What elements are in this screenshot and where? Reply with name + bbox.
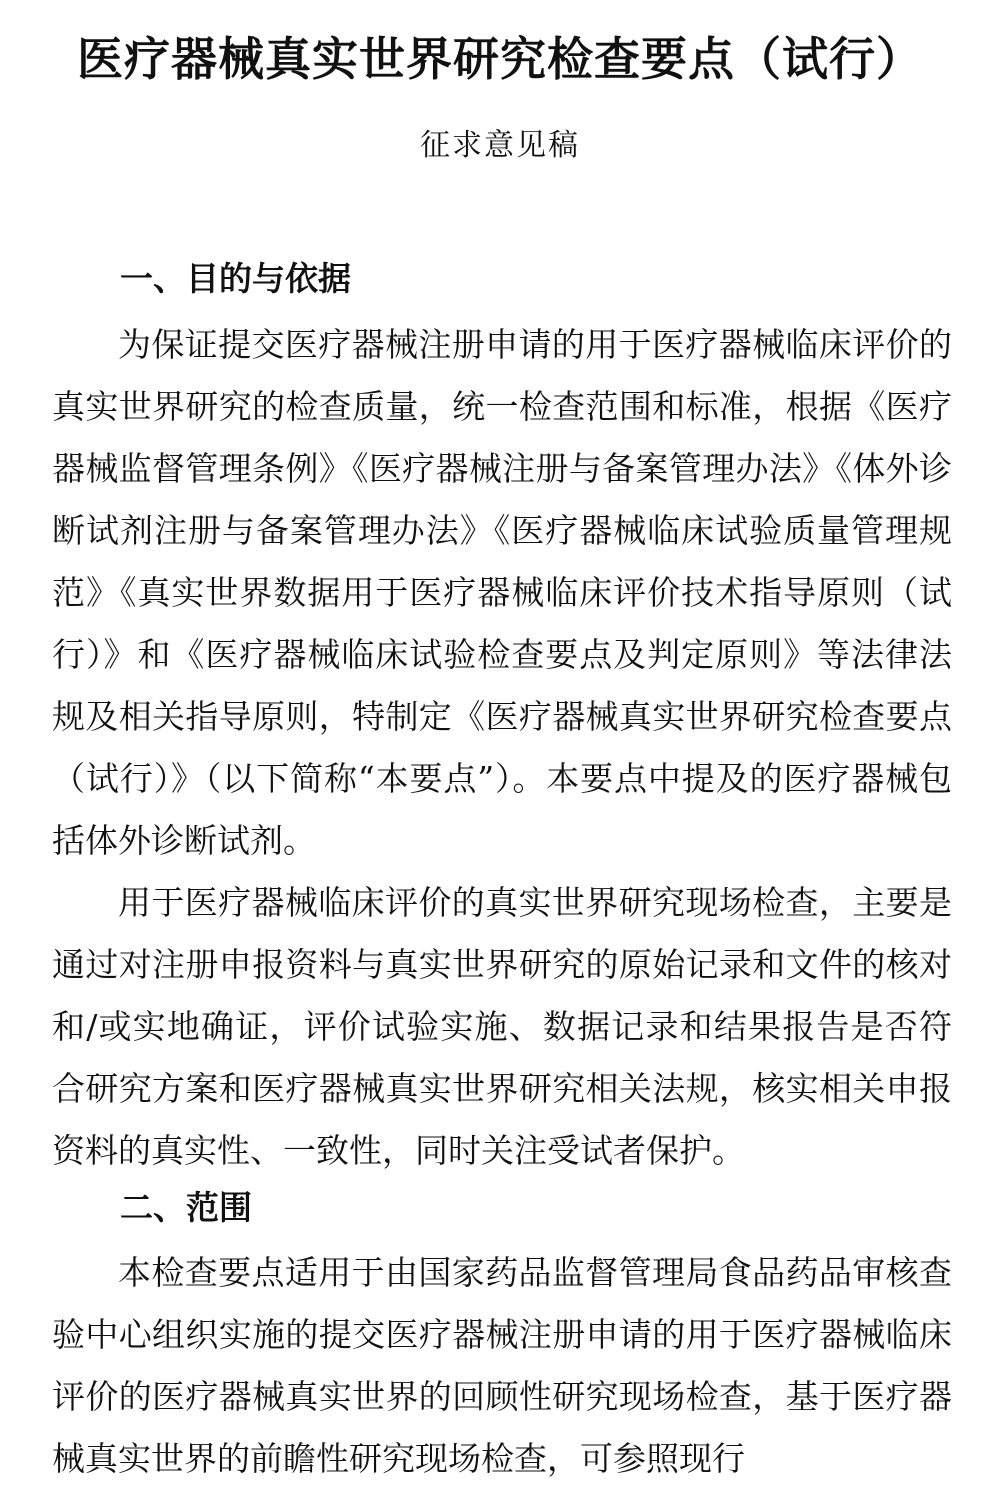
paragraph-inspection-method: 用于医疗器械临床评价的真实世界研究现场检查，主要是通过对注册申报资料与真实世界研究的原始记录和文件的核对和/或实地确证，评价试验实施、数据记录和结果报告是否符合研究方案和医疗器械真实世界研究相关法规，核实相关申报资料的真实性、一致性，同时关注受试者保护。: [52, 883, 952, 1170]
document-subtitle: 征求意见稿: [420, 128, 580, 163]
paragraph-scope: 本检查要点适用于由国家药品监督管理局食品药品审核查验中心组织实施的提交医疗器械注册申请的用于医疗器械临床评价的医疗器械真实世界的回顾性研究现场检查，基于医疗器械真实世界的前瞻性研究现场检查，可参照现行: [52, 1253, 952, 1478]
document-title: 医疗器械真实世界研究检查要点（试行）: [77, 32, 923, 86]
paragraph-purpose-basis: 为保证提交医疗器械注册申请的用于医疗器械临床评价的真实世界研究的检查质量，统一检查范围和标准，根据《医疗器械监督管理条例》《医疗器械注册与备案管理办法》《体外诊断试剂注册与备案管理办法》《医疗器械临床试验质量管理规范》《真实世界数据用于医疗器械临床评价技术指导原则（试行）》和《医疗器械临床试验检查要点及判定原则》等法律法规及相关指导原则，特制定《医疗器械真实世界研究检查要点（试行）》（以下简称“本要点”）。本要点中提及的医疗器械包括体外诊断试剂。: [52, 325, 952, 860]
section-heading-purpose: 一、目的与依据: [120, 259, 351, 298]
section-heading-scope: 二、范围: [120, 1188, 252, 1227]
